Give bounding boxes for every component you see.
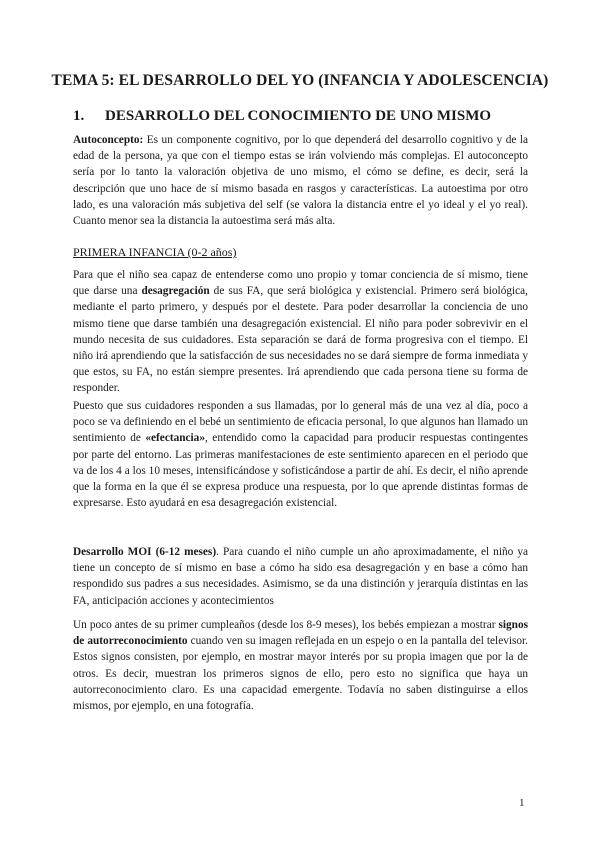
term-desagregacion: desagregación <box>141 285 210 298</box>
page-number: 1 <box>519 797 525 809</box>
paragraph-text: cuando ven su imagen reflejada en un espejo o en la pantalla del televisor. Estos signos consisten, por ejemplo, en mostrar mayor interés por su propia imagen que por la de otros. Es decir, muestran los primeros signos de ello, pero esto no significa que haya un autorreconocimiento claro. Es una capacidad emergente. Todavía no saben distinguirse a ellos mismos, por ejemplo, en una fotografía. <box>73 635 528 713</box>
section-title: DESARROLLO DEL CONOCIMIENTO DE UNO MISMO <box>105 108 492 124</box>
paragraph-text: Puesto que sus cuidadores responden a sus llamadas, por lo general más de una vez al día, poco a poco se va definiendo en el bebé un sentimiento de eficacia personal, lo que algunos han llamado un sentimiento de <box>73 400 528 445</box>
term-autoconcepto: Autoconcepto: <box>73 134 144 146</box>
paragraph-text: , entendido como la capacidad para producir respuestas contingentes por parte del entorno. Las primeras manifestaciones de este sentimiento aparecen en el periodo que va de los 4 a los 10 meses, intensificándose y sofisticándose a partir de ahí. Es decir, el niño aprende que la forma en la que él se expresa produce una respuesta, por lo que aprende distintas formas de expresarse. Esto ayudará en esa desagregación existencial. <box>73 432 528 510</box>
term-efectancia: «efectancia» <box>145 432 205 445</box>
paragraph-text: . Para cuando el niño cumple un año aproximadamente, el niño ya tiene un concepto de sí mismo en base a cómo ha sido esa desagregación y en base a cómo han respondido sus padres a sus necesidades. Asimismo, se da una distinción y jerarquía distintas en las FA, anticipación acciones y acontecimientos <box>73 546 528 607</box>
paragraph-desagregacion <box>73 267 528 397</box>
section-heading <box>73 108 533 125</box>
paragraph-desarrollo-moi <box>73 544 528 609</box>
section-number: 1. <box>73 108 85 124</box>
term-autorreconocimiento: signos de autorreconocimiento <box>73 619 528 648</box>
paragraph-autoconcepto <box>73 132 528 229</box>
paragraph-text: de sus FA, que será biológica y existencial. Primero será biológica, mediante el parto primero, y después por el destete. Para poder desarrollar la conciencia de uno mismo tiene que darse también una desagregación existencial. El niño para poder sobrevivir en el mundo necesita de sus cuidadores. Esta separación se dará de forma progresiva con el tiempo. El niño irá aprendiendo que la satisfacción de sus necesidades no se dará siempre de forma inmediata y que estos, su FA, no están siempre presentes. Irá aprendiendo que cada persona tiene su forma de responder. <box>73 285 528 395</box>
subheading-primera-infancia: PRIMERA INFANCIA (0-2 años) <box>73 245 237 259</box>
paragraph-efectancia <box>73 398 528 511</box>
paragraph-text: Es un componente cognitivo, por lo que dependerá del desarrollo cognitivo y de la edad de la persona, ya que con el tiempo estas se irán volviendo más complejas. El autoconcepto sería por lo tanto la valoración objetiva de uno mismo, el cómo se define, es decir, será la descripción que uno hace de sí mismo basada en rasgos y características. La autoestima por otro lado, es una valoración más subjetiva del self (se valora la distancia entre el yo ideal y el yo real). Cuanto menor sea la distancia la autoestima será más alta. <box>73 134 528 228</box>
paragraph-text: Para que el niño sea capaz de entenderse como uno propio y tomar conciencia de sí mismo, tiene que darse una <box>73 269 528 298</box>
document-title: TEMA 5: EL DESARROLLO DEL YO (INFANCIA Y ADOLESCENCIA) <box>51 72 549 89</box>
term-desarrollo-moi: Desarrollo MOI (6-12 meses) <box>73 546 217 558</box>
paragraph-text: Un poco antes de su primer cumpleaños (desde los 8-9 meses), los bebés empiezan a mostrar <box>73 619 499 631</box>
paragraph-autorreconocimiento <box>73 617 528 714</box>
